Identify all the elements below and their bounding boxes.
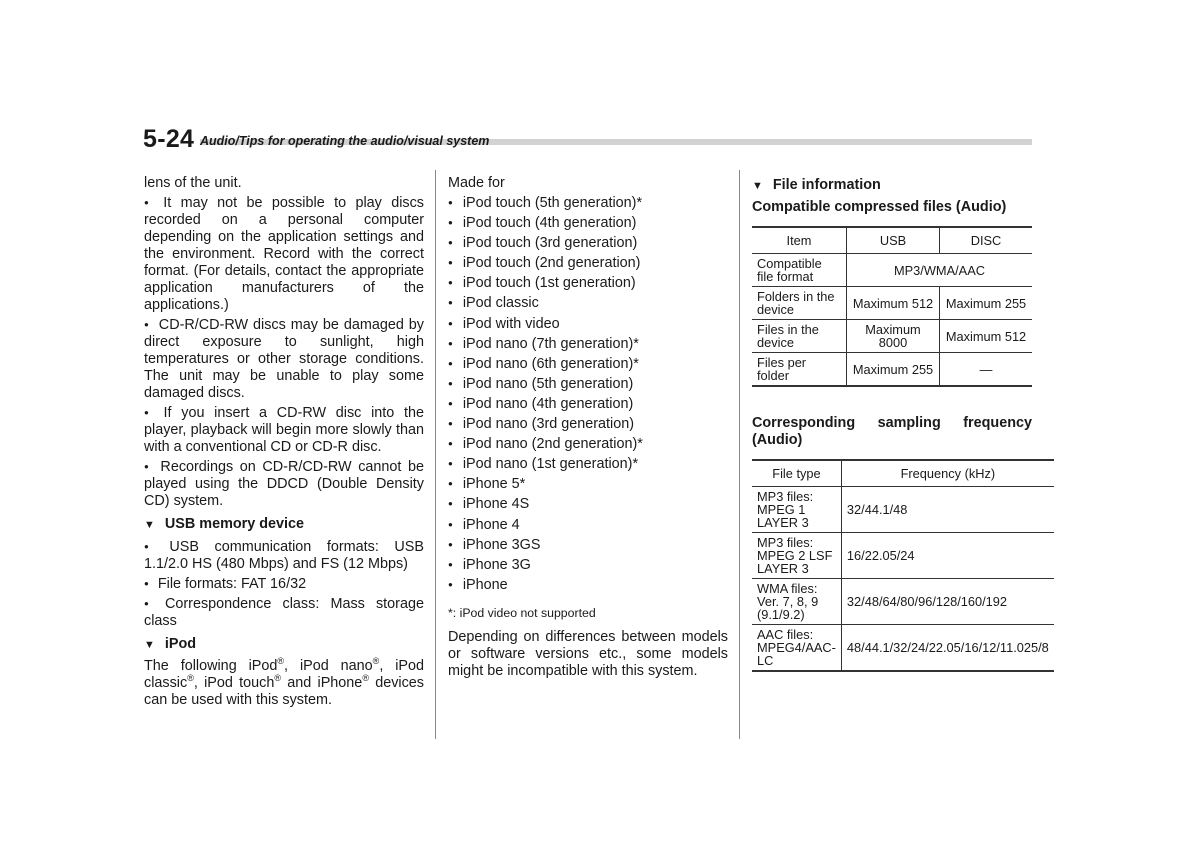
list-item: ● iPod nano (5th generation) — [448, 374, 728, 394]
list-item: ● iPod touch (1st generation) — [448, 273, 728, 293]
list-item: ● iPod nano (1st generation)* — [448, 454, 728, 474]
column-header: File type — [752, 460, 841, 487]
triangle-down-icon: ▼ — [144, 519, 155, 531]
made-for-label: Made for — [448, 175, 505, 191]
table-cell: Folders in the device — [752, 287, 847, 320]
list-item: ● iPod nano (7th generation)* — [448, 334, 728, 354]
list-item: ● iPhone 3GS — [448, 535, 728, 555]
list-item: ● iPod nano (4th generation) — [448, 394, 728, 414]
table-row — [752, 320, 1032, 353]
table-cell: Maximum 512 — [940, 320, 1033, 353]
triangle-down-icon: ▼ — [144, 639, 155, 651]
table-cell: Files per folder — [752, 353, 847, 387]
table-cell: MP3 files: MPEG 1 LAYER 3 — [752, 487, 841, 533]
list-item: ● iPhone — [448, 575, 728, 595]
bullet-item: ● File formats: FAT 16/32 — [144, 575, 424, 593]
list-item: ● iPhone 4 — [448, 515, 728, 535]
column-header: DISC — [940, 227, 1033, 254]
list-item: ● iPod touch (5th generation)* — [448, 193, 728, 213]
ipod-heading: ▼ iPod — [144, 636, 197, 652]
table-title: Corresponding sampling frequency (Audio) — [752, 415, 1032, 448]
file-info-heading: ▼ File information — [752, 177, 881, 193]
page-header — [143, 124, 1032, 154]
column-header: Item — [752, 227, 847, 254]
table-row — [752, 353, 1032, 387]
table-row — [752, 579, 1054, 625]
table-title: Compatible compressed files (Audio) — [752, 199, 1007, 215]
compatible-files-table — [752, 226, 1032, 387]
list-item: ● iPod touch (2nd generation) — [448, 253, 728, 273]
usb-heading: ▼ USB memory device — [144, 516, 305, 532]
list-item: ● iPod classic — [448, 293, 728, 313]
table-row — [752, 287, 1032, 320]
paragraph: Depending on differences between models or software versions etc., some models might be incompatible with this system. — [448, 628, 728, 679]
device-list — [448, 193, 728, 595]
table-cell: Maximum 512 — [847, 287, 940, 320]
table-row — [752, 254, 1032, 287]
bullet-item: ● If you insert a CD-RW disc into the player, playback will begin more slowly than with a conventional CD or CD-R disc. — [144, 404, 424, 456]
table-row — [752, 625, 1054, 672]
bullet-item: ● Correspondence class: Mass storage class — [144, 595, 424, 630]
table-row — [752, 487, 1054, 533]
column-header: USB — [847, 227, 940, 254]
ipod-paragraph: The following iPod®, iPod nano®, iPod classic®, iPod touch® and iPhone® devices can be used with this system. — [144, 656, 425, 708]
list-item: ● iPod touch (4th generation) — [448, 213, 728, 233]
table-cell: Files in the device — [752, 320, 847, 353]
section-title: Audio/Tips for operating the audio/visual system — [200, 134, 490, 148]
list-item: ● iPod nano (6th generation)* — [448, 354, 728, 374]
table-cell: — — [940, 353, 1033, 387]
list-item: ● iPhone 4S — [448, 494, 728, 514]
table-cell: 32/48/64/80/96/128/160/192 — [841, 579, 1053, 625]
table-cell: AAC files: MPEG4/AAC-LC — [752, 625, 841, 672]
table-cell: MP3 files: MPEG 2 LSF LAYER 3 — [752, 533, 841, 579]
list-item: ● iPod with video — [448, 314, 728, 334]
list-item: ● iPhone 5* — [448, 474, 728, 494]
list-item: ● iPhone 3G — [448, 555, 728, 575]
bullet-item: ● It may not be possible to play discs recorded on a personal computer depending on the application settings and the environment. Record with the correct format. (For details, contact the appropriate application manufacturers of the applications.) — [144, 194, 424, 314]
column-3 — [752, 175, 1049, 672]
table-cell: WMA files: Ver. 7, 8, 9 (9.1/9.2) — [752, 579, 841, 625]
column-2 — [448, 175, 728, 680]
table-header-row — [752, 460, 1054, 487]
bullet-item: ● USB communication formats: USB 1.1/2.0 HS (480 Mbps) and FS (12 Mbps) — [144, 538, 424, 573]
table-cell: MP3/WMA/AAC — [847, 254, 1033, 287]
table-cell: 48/44.1/32/24/22.05/16/12/11.025/8 — [841, 625, 1053, 672]
triangle-down-icon: ▼ — [752, 180, 763, 192]
table-cell: Maximum 8000 — [847, 320, 940, 353]
column-divider — [739, 170, 740, 739]
sampling-frequency-table — [752, 459, 1054, 672]
table-cell: Compatible file format — [752, 254, 847, 287]
column-header: Frequency (kHz) — [841, 460, 1053, 487]
list-item: ● iPod touch (3rd generation) — [448, 233, 728, 253]
table-header-row — [752, 227, 1032, 254]
table-cell: Maximum 255 — [847, 353, 940, 387]
list-item: ● iPod nano (2nd generation)* — [448, 434, 728, 454]
column-1 — [144, 175, 424, 709]
page-number: 5-24 — [143, 125, 195, 153]
table-cell: 16/22.05/24 — [841, 533, 1053, 579]
table-cell: 32/44.1/48 — [841, 487, 1053, 533]
bullet-item: ● CD-R/CD-RW discs may be damaged by direct exposure to sunlight, high temperatures or other storage conditions. The unit may be unable to play some damaged discs. — [144, 316, 424, 402]
paragraph: lens of the unit. — [144, 175, 242, 191]
table-cell: Maximum 255 — [940, 287, 1033, 320]
list-item: ● iPod nano (3rd generation) — [448, 414, 728, 434]
column-divider — [435, 170, 436, 739]
footnote: *: iPod video not supported — [448, 605, 596, 620]
table-row — [752, 533, 1054, 579]
bullet-item: ● Recordings on CD-R/CD-RW cannot be played using the DDCD (Double Density CD) system. — [144, 458, 424, 510]
